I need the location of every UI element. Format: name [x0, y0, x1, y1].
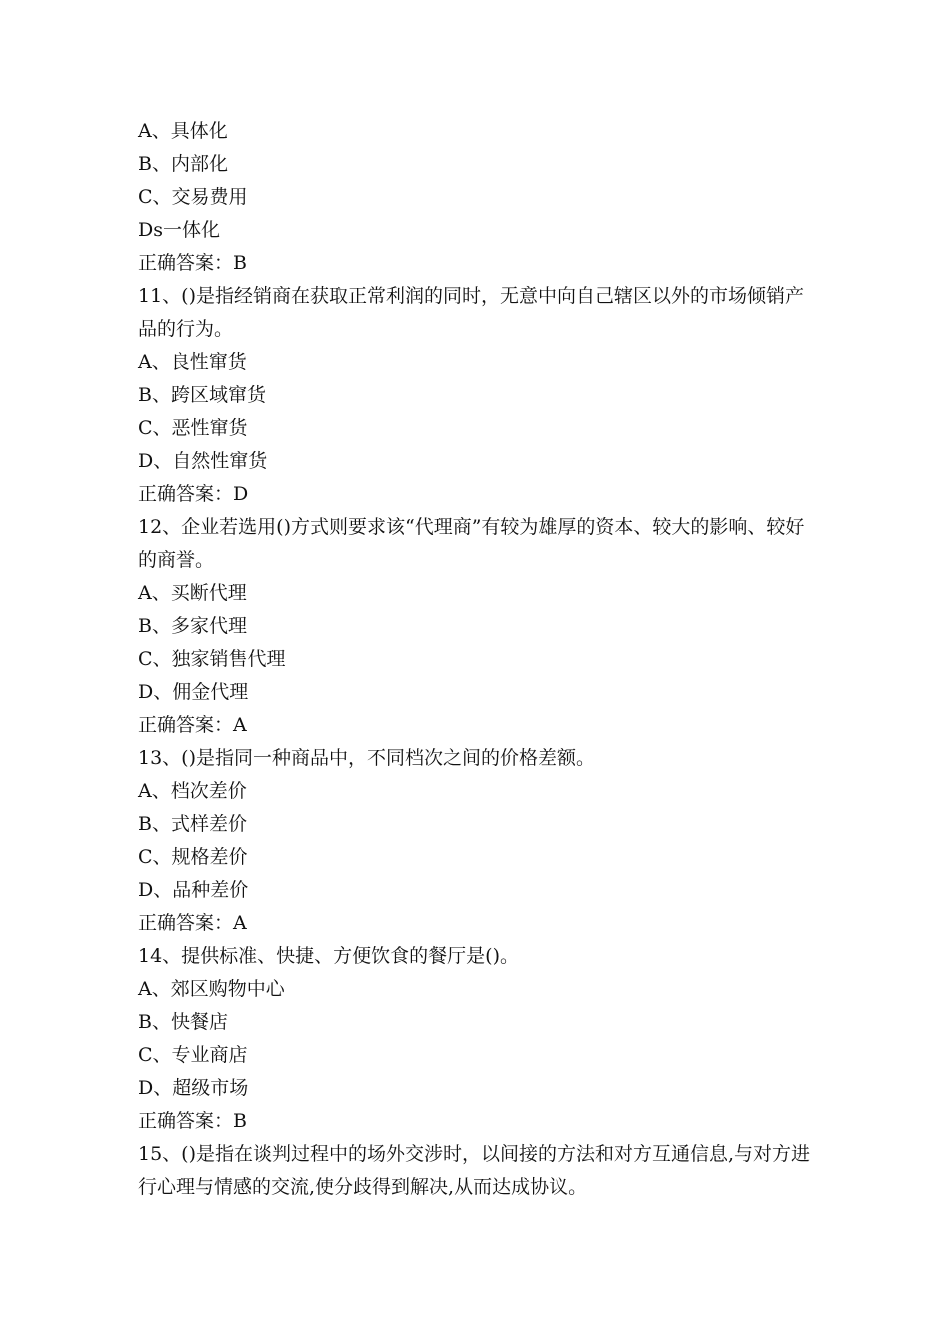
option-c: C、交易费用 — [138, 186, 248, 208]
option-a: A、具体化 — [138, 120, 228, 142]
option-a: A、良性窜货 — [138, 351, 247, 373]
question-stem: 12、企业若选用()方式则要求该“代理商”有较为雄厚的资本、较大的影响、较好的商誉。 — [138, 516, 805, 571]
option-d: D、佣金代理 — [138, 681, 249, 703]
option-b: B、式样差价 — [138, 813, 247, 835]
question-15 — [138, 1138, 818, 1204]
answer-line: 正确答案：D — [138, 483, 249, 505]
option-d: D、超级市场 — [138, 1077, 249, 1099]
question-stem: 15、()是指在谈判过程中的场外交涉时，以间接的方法和对方互通信息,与对方进行心理与情感的交流,使分歧得到解决,从而达成协议。 — [138, 1143, 811, 1198]
option-c: C、恶性窜货 — [138, 417, 248, 439]
question-11 — [138, 280, 818, 511]
question-stem: 11、()是指经销商在获取正常利润的同时，无意中向自己辖区以外的市场倾销产品的行为。 — [138, 285, 805, 340]
option-b: B、跨区域窜货 — [138, 384, 266, 406]
option-b: B、内部化 — [138, 153, 228, 175]
answer-line: 正确答案：A — [138, 912, 247, 934]
option-c: C、专业商店 — [138, 1044, 248, 1066]
option-b: B、快餐店 — [138, 1011, 228, 1033]
option-a: A、买断代理 — [138, 582, 247, 604]
question-stem: 14、提供标准、快捷、方便饮食的餐厅是()。 — [138, 945, 520, 967]
option-a: A、郊区购物中心 — [138, 978, 285, 1000]
option-a: A、档次差价 — [138, 780, 247, 802]
option-c: C、规格差价 — [138, 846, 248, 868]
option-c: C、独家销售代理 — [138, 648, 286, 670]
answer-line: 正确答案：A — [138, 714, 247, 736]
question-13 — [138, 742, 818, 940]
previous-question-tail — [138, 115, 818, 280]
question-stem: 13、()是指同一种商品中，不同档次之间的价格差额。 — [138, 747, 596, 769]
question-14 — [138, 940, 818, 1138]
question-list — [138, 115, 818, 1204]
option-d: Ds一体化 — [138, 219, 220, 241]
option-b: B、多家代理 — [138, 615, 247, 637]
question-12 — [138, 511, 818, 742]
option-d: D、自然性窜货 — [138, 450, 268, 472]
answer-line: 正确答案：B — [138, 252, 247, 274]
answer-line: 正确答案：B — [138, 1110, 247, 1132]
option-d: D、品种差价 — [138, 879, 249, 901]
